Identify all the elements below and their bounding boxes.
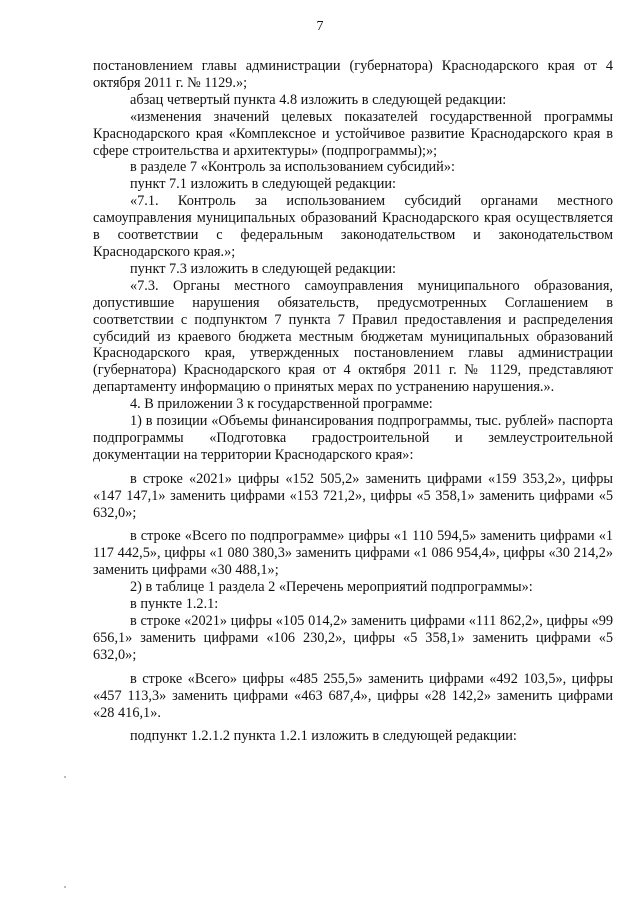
paragraph: в строке «2021» цифры «105 014,2» заменить цифрами «111 862,2», цифры «99 656,1» заменить цифрами «106 230,2», цифры «5 358,1» заменить цифрами «5 632,0»;: [93, 613, 613, 663]
paragraph: 1) в позиции «Объемы финансирования подпрограммы, тыс. рублей» паспорта подпрограммы «Подготовка градостроительной и землеустроительной документации на территории Краснодарского края»:: [93, 413, 613, 463]
paragraph: в пункте 1.2.1:: [130, 596, 219, 613]
paragraph: абзац четвертый пункта 4.8 изложить в следующей редакции:: [130, 91, 507, 108]
paragraph: постановлением главы администрации (губернатора) Краснодарского края от 4 октября 2011 г. № 1129.»;: [93, 58, 613, 91]
page-number: 7: [316, 19, 324, 34]
document-body: [93, 58, 613, 745]
paragraph: пункт 7.3 изложить в следующей редакции:: [130, 260, 397, 277]
paragraph: в строке «Всего по подпрограмме» цифры «1 110 594,5» заменить цифрами «1 117 442,5», цифры «1 080 380,3» заменить цифрами «1 086 954,4», цифры «30 214,2» заменить цифрами «30 488,1»;: [93, 528, 613, 579]
paragraph: пункт 7.1 изложить в следующей редакции:: [130, 176, 397, 193]
paragraph: подпункт 1.2.1.2 пункта 1.2.1 изложить в следующей редакции:: [130, 728, 517, 745]
scan-speck: [64, 776, 66, 778]
paragraph: «7.3. Органы местного самоуправления муниципального образования, допустившие нарушения обязательств, предусмотренных Соглашением в соответствии с подпунктом 7 пункта 7 Правил предоставления и распределения субсидий из краевого бюджета местным бюджетам муниципальных образований Краснодарского края, утвержденных постановлением главы администрации (губернатора) Краснодарского края от 4 октября 2011 г. № 1129, представляют департаменту информацию о принятых мерах по устранению нарушения.».: [93, 277, 613, 396]
paragraph: «7.1. Контроль за использованием субсидий органами местного самоуправления муниципальных образований Краснодарского края осуществляется в соответствии с федеральным законодательством и законодательством Краснодарского края.»;: [93, 193, 613, 260]
paragraph: в строке «Всего» цифры «485 255,5» заменить цифрами «492 103,5», цифры «457 113,3» заменить цифрами «463 687,4», цифры «28 142,2» заменить цифрами «28 416,1».: [93, 670, 613, 721]
paragraph: в разделе 7 «Контроль за использованием субсидий»:: [130, 159, 455, 176]
paragraph: 4. В приложении 3 к государственной программе:: [130, 396, 433, 413]
paragraph: в строке «2021» цифры «152 505,2» заменить цифрами «159 353,2», цифры «147 147,1» заменить цифрами «153 721,2», цифры «5 358,1» заменить цифрами «5 632,0»;: [93, 470, 613, 521]
paragraph: «изменения значений целевых показателей государственной программы Краснодарского края «Комплексное и устойчивое развитие Краснодарского края в сфере строительства и архитектуры» (подпрограммы);»;: [93, 108, 613, 159]
scan-speck: [64, 886, 66, 888]
paragraph: 2) в таблице 1 раздела 2 «Перечень мероприятий подпрограммы»:: [130, 579, 533, 596]
